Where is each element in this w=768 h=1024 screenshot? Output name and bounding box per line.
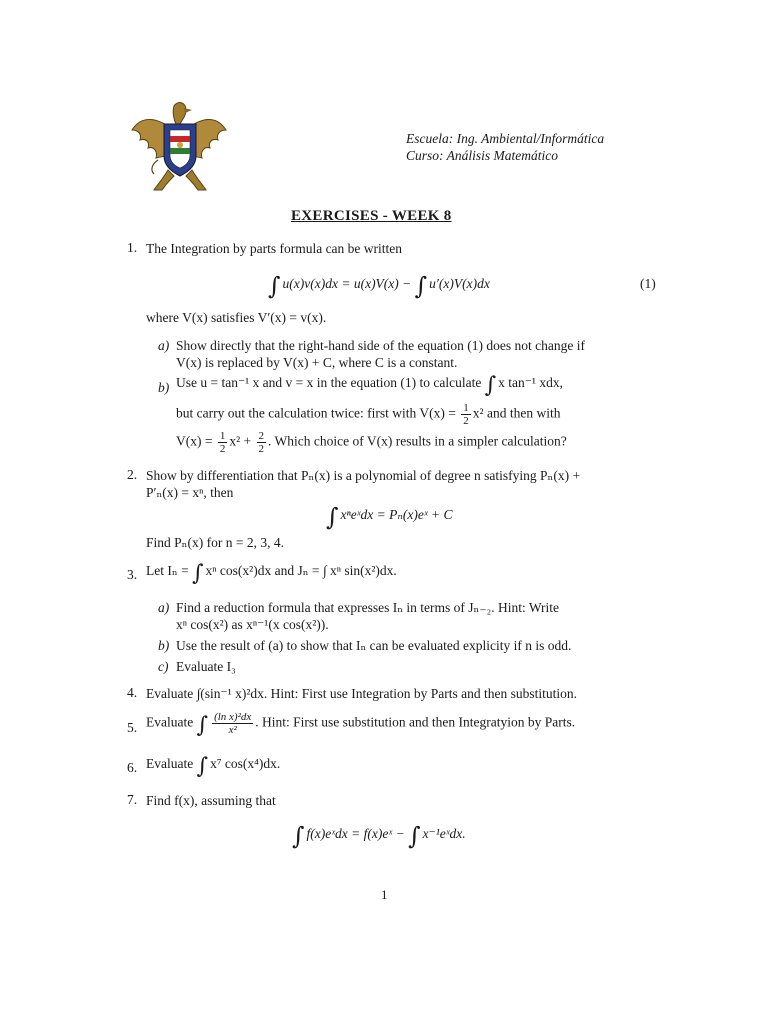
exercise-1-number: 1. — [127, 240, 138, 255]
fraction: $\frac{2}{2}$ — [258, 430, 265, 455]
school-line: Escuela: Ing. Ambiental/Informática — [406, 131, 605, 146]
crest-icon — [128, 100, 228, 192]
exercise-7-line: Find f(x), assuming that — [146, 793, 276, 808]
exercise-1a-label: a) — [158, 338, 170, 353]
exercise-3c-line: Evaluate I₃ — [176, 659, 236, 674]
exercise-6-line: Evaluate ∫ x⁷ cos(x⁴)dx. — [146, 754, 281, 779]
fraction: $\frac{1}{2}$ — [219, 430, 226, 455]
integral-sign-icon: ∫ — [292, 822, 305, 850]
exercise-5-number: 5. — [127, 720, 138, 735]
course-line: Curso: Análisis Matemático — [406, 148, 559, 163]
fraction: $\frac{\text{(ln x)²dx}}{\text{x²}}$ — [214, 711, 252, 736]
integral-sign-icon: ∫ — [326, 503, 339, 531]
fraction: $\frac{1}{2}$ — [463, 402, 469, 427]
integral-sign-icon: ∫ — [192, 561, 204, 586]
exercise-3b-line: Use the result of (a) to show that Iₙ can be evaluated explicity if n is odd. — [176, 638, 572, 653]
exercise-6-number: 6. — [127, 760, 138, 775]
exercise-3-line: Let Iₙ = ∫ xⁿ cos(x²)dx and Jₙ = ∫ xⁿ sin(x²)dx. — [146, 561, 397, 586]
exercise-3b-label: b) — [158, 638, 170, 653]
exercise-2-number: 2. — [127, 467, 138, 482]
exercise-2-line1: Show by differentiation that Pₙ(x) is a polynomial of degree n satisfying Pₙ(x) + — [146, 468, 581, 483]
exercise-4-number: 4. — [127, 685, 138, 700]
exercise-1b-label: b) — [158, 380, 170, 395]
exercise-1b-line2: but carry out the calculation twice: first with V(x) = $\frac{1}{2}$ x² and then with — [176, 402, 561, 427]
exercise-3a-line2: xⁿ cos(x²) as xⁿ⁻¹(x cos(x²)). — [176, 617, 329, 632]
exercise-3-number: 3. — [127, 567, 138, 582]
integral-sign-icon: ∫ — [196, 754, 209, 779]
integral-sign-icon: ∫ — [408, 822, 421, 850]
exercise-3a-label: a) — [158, 600, 170, 615]
exercise-1-where: where V(x) satisfies V′(x) = v(x). — [146, 310, 327, 325]
page-title: EXERCISES - WEEK 8 — [291, 208, 452, 224]
exercise-5-line: Evaluate ∫ $\frac{\text{(ln x)²dx}}{\text{x²}}$ . Hint: First use substitution and then Integratyion by Parts. — [146, 711, 576, 738]
exercise-1a-line2: V(x) is replaced by V(x) + C, where C is a constant. — [176, 355, 458, 370]
exercise-1b-line1: Use u = tan⁻¹ x and v = x in the equation (1) to calculate ∫ x tan⁻¹ xdx, — [176, 373, 563, 398]
exercise-2-equation: ∫ xⁿeˣdx = Pₙ(x)eˣ + C — [326, 503, 453, 531]
exercise-4-line: Evaluate ∫(sin⁻¹ x)²dx. Hint: First use Integration by Parts and then substitution. — [146, 686, 577, 701]
equation-1: ∫ u(x)v(x)dx = u(x)V(x) − ∫ u′(x)V(x)dx — [268, 272, 490, 300]
integral-sign-icon: ∫ — [196, 712, 209, 738]
exercise-3a-line1: Find a reduction formula that expresses Iₙ in terms of Jₙ₋₂. Hint: Write — [176, 600, 560, 615]
exercise-7-equation: ∫ f(x)eˣdx = f(x)eˣ − ∫ x⁻¹eˣdx. — [292, 822, 466, 850]
exercise-1-intro: The Integration by parts formula can be written — [146, 241, 403, 256]
exercise-2-find: Find Pₙ(x) for n = 2, 3, 4. — [146, 535, 284, 550]
exercise-1b-line3: V(x) = $\frac{1}{2}$ x² + $\frac{2}{2}$ . Which choice of V(x) results in a simpler calculation? — [176, 430, 567, 455]
integral-sign-icon: ∫ — [484, 373, 497, 398]
university-crest-logo — [128, 100, 228, 192]
integral-sign-icon: ∫ — [268, 272, 281, 300]
exercise-2-line2: P′ₙ(x) = xⁿ, then — [146, 485, 234, 500]
equation-1-number: (1) — [640, 276, 656, 291]
exercise-3c-label: c) — [158, 659, 169, 674]
page-number: 1 — [381, 887, 388, 902]
integral-sign-icon: ∫ — [414, 272, 428, 300]
exercise-1a-line1: Show directly that the right-hand side of the equation (1) does not change if — [176, 338, 586, 353]
exercise-7-number: 7. — [127, 792, 138, 807]
